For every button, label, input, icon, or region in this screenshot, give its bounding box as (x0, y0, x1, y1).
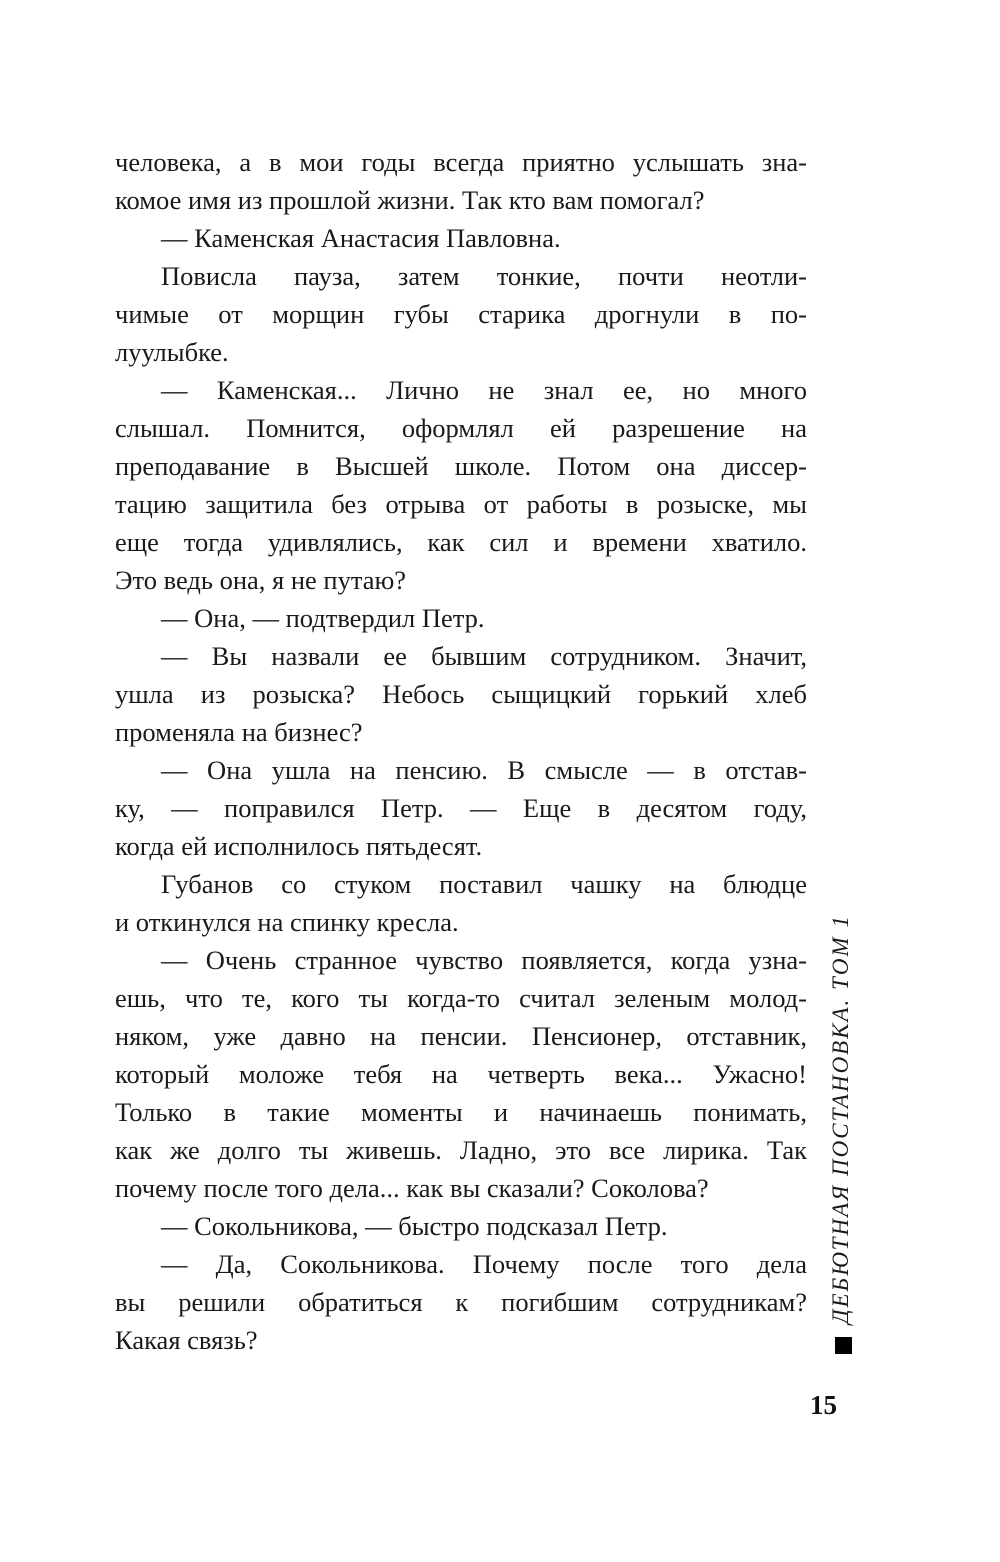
text-line: — Очень странное чувство появляется, когда узна- (161, 945, 807, 975)
text-line: почему после того дела... как вы сказали? Соколова? (115, 1173, 709, 1203)
text-line: как же долго ты живешь. Ладно, это все лирика. Так (115, 1135, 807, 1165)
text-line: — Да, Сокольникова. Почему после того дела (161, 1249, 807, 1279)
page-number: 15 (810, 1390, 837, 1420)
text-line: преподавание в Высшей школе. Потом она диссер- (115, 451, 807, 481)
text-line: — Каменская... Лично не знал ее, но много (161, 375, 807, 405)
text-line: луулыбке. (115, 337, 229, 367)
text-line: вы решили обратиться к погибшим сотрудникам? (115, 1287, 807, 1317)
text-line: и откинулся на спинку кресла. (115, 907, 459, 937)
running-title-vertical: ДЕБЮТНАЯ ПОСТАНОВКА. ТОМ 1 (828, 914, 853, 1324)
text-line: тацию защитила без отрыва от работы в розыске, мы (115, 489, 807, 519)
text-line: комое имя из прошлой жизни. Так кто вам помогал? (115, 185, 705, 215)
body-text (115, 143, 807, 1359)
text-line: который моложе тебя на четверть века... Ужасно! (115, 1059, 807, 1089)
square-marker-icon (835, 1337, 852, 1354)
text-line: Какая связь? (115, 1325, 258, 1355)
text-line: человека, а в мои годы всегда приятно услышать зна- (115, 147, 807, 177)
text-line: Это ведь она, я не путаю? (115, 565, 407, 595)
text-line: Губанов со стуком поставил чашку на блюдце (161, 869, 807, 899)
text-line: еще тогда удивлялись, как сил и времени хватило. (115, 527, 807, 557)
text-line: няком, уже давно на пенсии. Пенсионер, отставник, (115, 1021, 807, 1051)
text-line: ушла из розыска? Небось сыщицкий горький хлеб (115, 679, 807, 709)
text-line: слышал. Помнится, оформлял ей разрешение на (115, 413, 807, 443)
text-line: Повисла пауза, затем тонкие, почти неотли- (161, 261, 807, 291)
text-line: — Каменская Анастасия Павловна. (161, 223, 561, 253)
text-line: — Вы назвали ее бывшим сотрудником. Значит, (161, 641, 807, 671)
text-line: ку, — поправился Петр. — Еще в десятом году, (115, 793, 807, 823)
text-line: когда ей исполнилось пятьдесят. (115, 831, 483, 861)
text-line: ешь, что те, кого ты когда-то считал зеленым молод- (115, 983, 807, 1013)
text-line: чимые от морщин губы старика дрогнули в по- (115, 299, 807, 329)
text-line: — Она, — подтвердил Петр. (161, 603, 485, 633)
text-line: Только в такие моменты и начинаешь понимать, (115, 1097, 807, 1127)
text-line: променяла на бизнес? (115, 717, 363, 747)
text-line: — Она ушла на пенсию. В смысле — в отстав- (161, 755, 807, 785)
text-line: — Сокольникова, — быстро подсказал Петр. (161, 1211, 668, 1241)
